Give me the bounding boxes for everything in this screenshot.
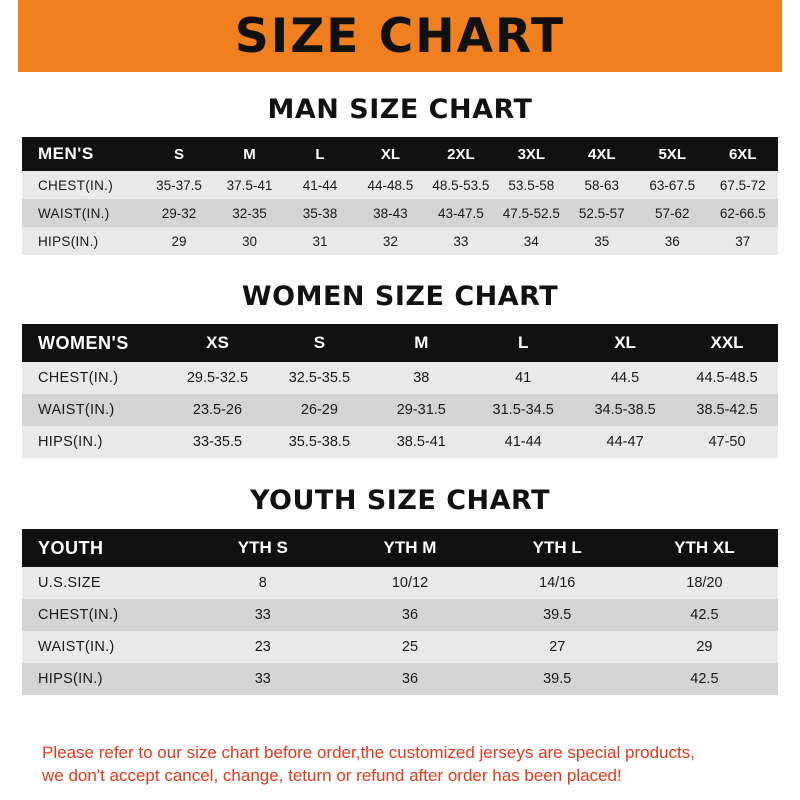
table-header-label: YOUTH [38,537,104,558]
table-header-row [22,529,778,567]
women-size-table [22,324,778,458]
table-cell: 30 [241,233,258,249]
table-header-cell: XXL [710,333,744,352]
table-cell: 43-47.5 [437,205,484,221]
table-header-row [22,324,778,362]
table-cell: 53.5-58 [508,177,555,193]
table-cell: 33 [254,607,271,623]
table-header-cell: S [174,145,185,163]
footer-line-1: Please refer to our size chart before order,the customized jerseys are special products, [42,743,695,763]
table-row [22,567,778,599]
table-row [22,426,778,458]
table-cell: 39.5 [543,607,572,623]
table-cell: 36 [664,233,680,249]
table-row [22,227,778,255]
table-header-cell: M [414,333,429,352]
man-size-table [22,137,778,255]
table-header-cell: S [313,333,326,352]
table-cell: 44-48.5 [367,177,414,193]
table-cell: 36 [401,671,419,687]
table-header-cell: XS [206,333,229,352]
table-cell: 52.5-57 [578,205,625,221]
row-label: U.S.SIZE [38,575,101,591]
chart-content [0,72,800,800]
table-cell: 63-67.5 [649,177,696,193]
row-label: CHEST(IN.) [38,607,119,623]
table-cell: 44-47 [606,434,644,450]
header-banner [0,0,800,72]
table-cell: 29 [171,233,187,249]
row-label: CHEST(IN.) [38,177,113,193]
table-cell: 14/16 [539,575,576,591]
table-cell: 42.5 [690,607,719,623]
table-cell: 34.5-38.5 [594,402,656,418]
table-header-label: WOMEN'S [38,332,129,353]
table-header-cell: 4XL [588,145,616,163]
table-cell: 29-32 [161,205,197,221]
table-header-cell: M [243,145,256,163]
table-cell: 26-29 [300,402,338,418]
table-cell: 38 [413,370,430,386]
table-cell: 41-44 [504,434,542,450]
women-section-title: WOMEN SIZE CHART [241,281,559,312]
table-cell: 44.5 [610,370,640,386]
table-cell: 36 [401,607,419,623]
table-cell: 8 [258,575,267,591]
table-cell: 35-38 [302,205,338,221]
table-row [22,631,778,663]
footer-line-2: we don't accept cancel, change, teturn or refund after order has been placed! [42,766,622,786]
table-cell: 47-50 [708,434,746,450]
table-cell: 41-44 [302,177,338,193]
banner-edge-left [0,0,18,72]
table-cell: 35-37.5 [156,177,202,193]
table-cell: 42.5 [690,671,719,687]
row-label: WAIST(IN.) [38,205,110,221]
footer-note [22,732,778,800]
table-cell: 48.5-53.5 [432,177,490,193]
table-cell: 29 [696,639,713,655]
table-cell: 44.5-48.5 [696,370,758,386]
table-cell: 33 [453,233,469,249]
row-label: HIPS(IN.) [38,434,103,450]
table-cell: 33 [254,671,271,687]
table-row [22,663,778,695]
table-cell: 31 [312,233,328,249]
youth-size-table [22,529,778,695]
row-label: HIPS(IN.) [38,671,103,687]
row-label: WAIST(IN.) [38,402,115,418]
table-row [22,171,778,199]
man-section-title: MAN SIZE CHART [267,94,533,125]
table-cell: 57-62 [654,205,690,221]
table-cell: 37.5-41 [226,177,273,193]
table-cell: 33-35.5 [192,434,243,450]
table-cell: 39.5 [543,671,572,687]
table-cell: 10/12 [391,575,429,591]
table-cell: 35.5-38.5 [288,434,351,450]
women-table-body [22,324,778,458]
youth-section-title: YOUTH SIZE CHART [249,485,551,516]
table-header-cell: YTH XL [674,538,735,557]
table-header-cell: XL [614,333,636,352]
table-cell: 47.5-52.5 [502,205,560,221]
table-cell: 29.5-32.5 [186,370,249,386]
table-cell: 67.5-72 [719,177,766,193]
table-header-label: MEN'S [38,144,94,163]
table-cell: 38.5-42.5 [696,402,758,418]
table-header-cell: 2XL [447,145,475,163]
row-label: HIPS(IN.) [38,233,99,249]
table-header-cell: 6XL [728,145,757,163]
table-row [22,199,778,227]
table-cell: 31.5-34.5 [492,402,554,418]
table-header-cell: L [315,145,325,163]
table-row [22,362,778,394]
table-cell: 32-35 [232,205,267,221]
table-cell: 58-63 [584,177,620,193]
page-title: SIZE CHART [234,8,566,64]
table-cell: 38.5-41 [396,434,446,450]
table-row [22,599,778,631]
table-header-cell: XL [380,145,400,163]
table-cell: 37 [735,233,751,249]
table-header-cell: 3XL [517,145,546,163]
table-cell: 29-31.5 [396,402,446,418]
table-header-cell: YTH S [237,538,288,557]
table-cell: 62-66.5 [719,205,766,221]
youth-table-body [22,529,778,695]
table-header-cell: L [517,333,529,352]
table-cell: 34 [523,233,539,249]
row-label: CHEST(IN.) [38,370,119,386]
table-cell: 27 [549,639,566,655]
table-cell: 32.5-35.5 [288,370,351,386]
table-cell: 18/20 [686,575,723,591]
banner-edge-right [782,0,800,72]
table-header-row [22,137,778,171]
table-header-cell: 5XL [658,145,686,163]
man-table-body [22,137,778,255]
table-cell: 32 [382,233,398,249]
table-cell: 35 [594,233,610,249]
table-cell: 25 [401,639,419,655]
table-cell: 38-43 [373,205,408,221]
row-label: WAIST(IN.) [38,639,115,655]
table-header-cell: YTH L [532,538,582,557]
table-cell: 41 [515,370,532,386]
table-row [22,394,778,426]
table-header-cell: YTH M [383,538,437,557]
table-cell: 23 [254,639,271,655]
table-cell: 23.5-26 [192,402,243,418]
